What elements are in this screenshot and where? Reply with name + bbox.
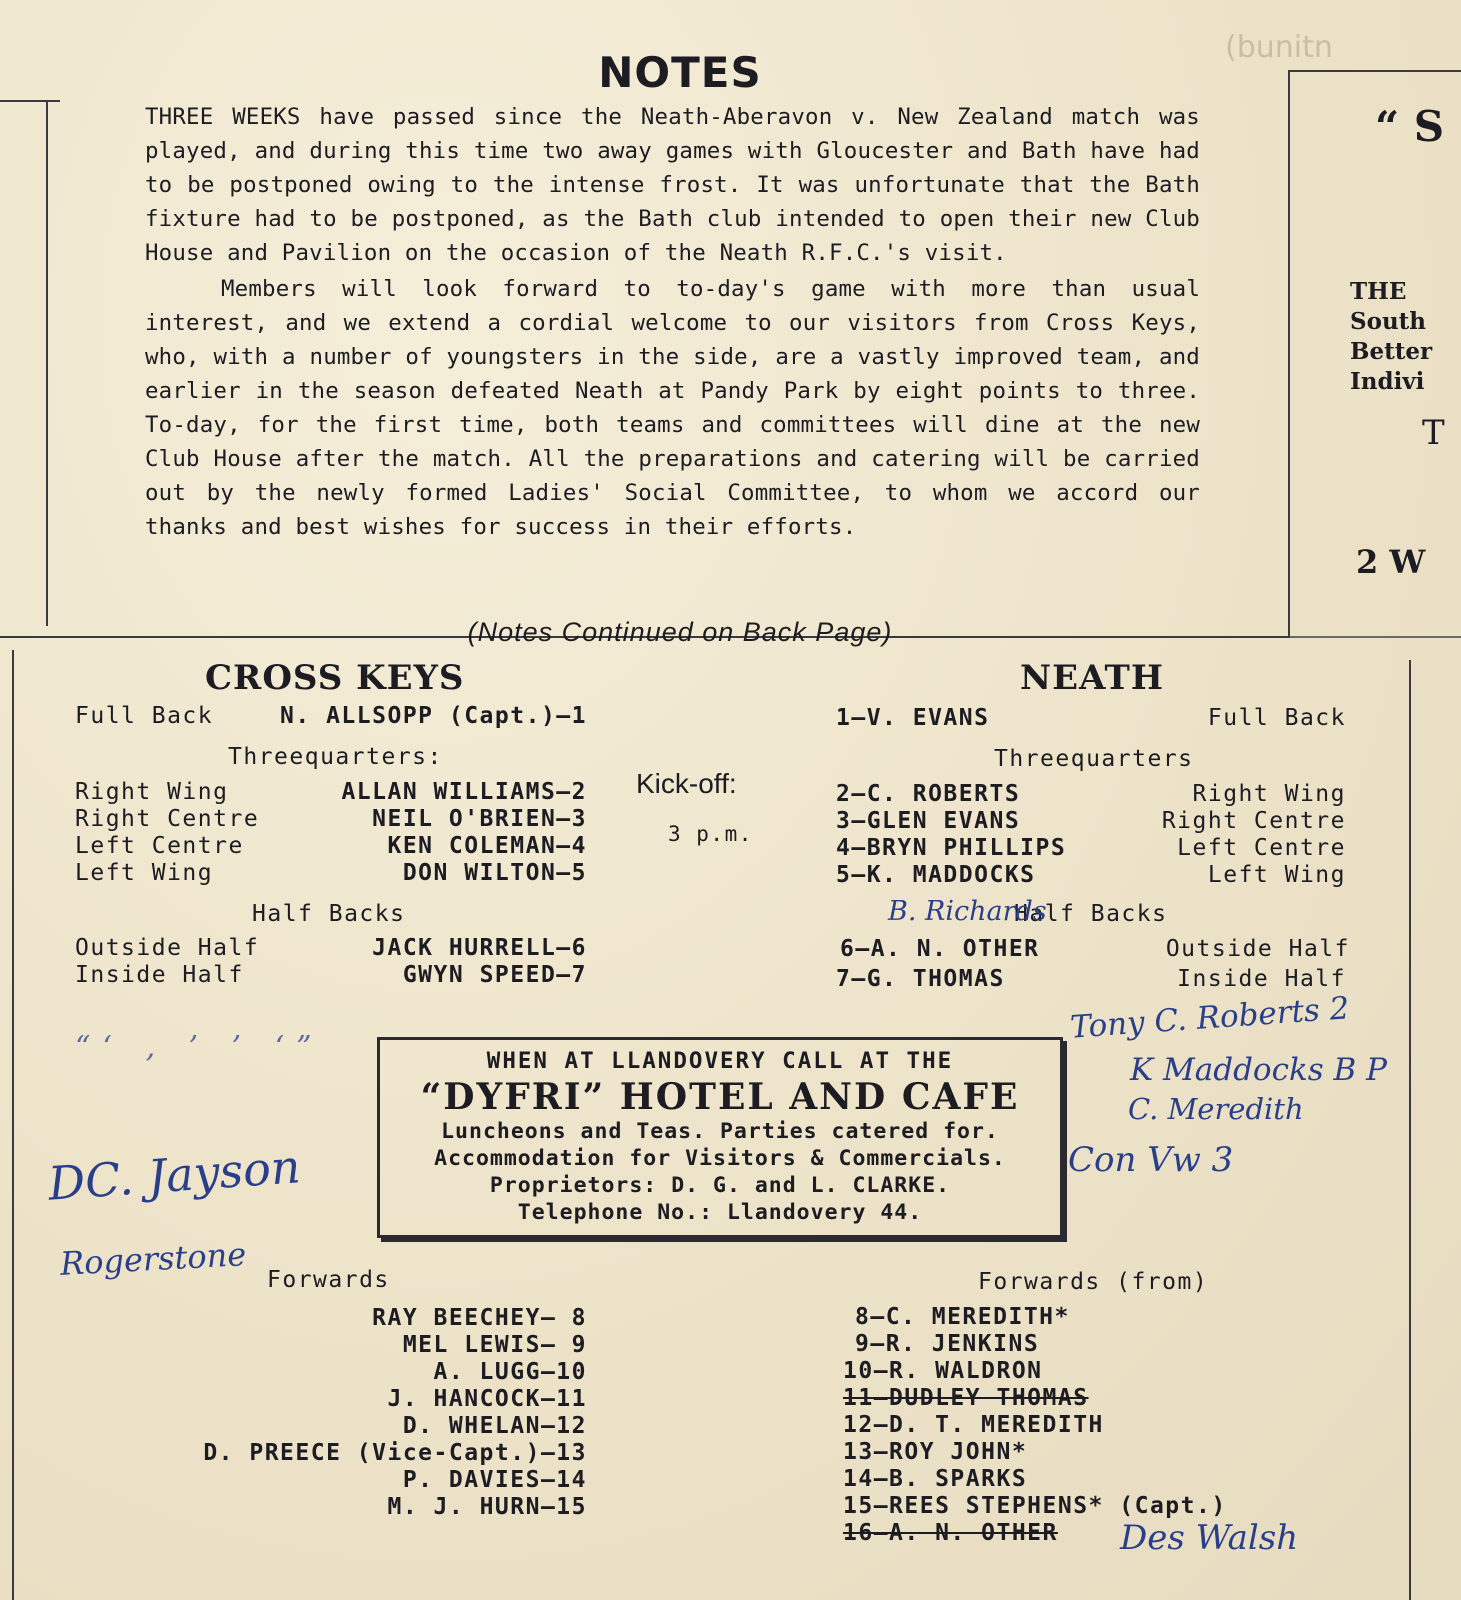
player-name: JACK HURRELL—6 [372,935,587,961]
neath-forward: 9—R. JENKINS [855,1331,1040,1357]
position-label: Right Wing [1192,781,1346,807]
notes-paragraph-1: THREE WEEKS have passed since the Neath-Aberavon v. New Zealand match was played, and during this time two away games with Gloucester and Bath have had to be postponed owing to the intense frost. It was unfortunate that the Bath fixture had to be postponed, as the Bath club intended to open their new Club House and Pavilion on the occasion of the Neath R.F.C.'s visit. [145,104,1200,266]
cross-keys-forward: A. LUGG—10 [433,1359,587,1385]
handwritten-dc-jayson: DC. Jayson [46,1139,303,1211]
player-name: 2—C. ROBERTS [836,781,1021,807]
cross-keys-forward: P. DAVIES—14 [402,1467,587,1493]
neath-forward-struck: 16—A. N. OTHER [843,1520,1058,1546]
neath-threequarters-label: Threequarters [994,746,1194,772]
neath-forward: 15—REES STEPHENS* (Capt.) [843,1493,1227,1519]
player-name: 3—GLEN EVANS [836,808,1021,834]
faint-continued-text: (bunitn [1225,30,1333,65]
cross-keys-player-row [75,779,587,805]
cross-keys-player-row [75,962,587,988]
handwritten-des-walsh: Des Walsh [1120,1518,1299,1558]
neath-forward: 10—R. WALDRON [843,1358,1043,1384]
left-rule-bottom [12,650,14,1600]
position-label: Right Centre [1161,808,1346,834]
notes-body [145,100,1200,544]
position-label: Left Wing [1207,862,1346,888]
player-name: 4—BRYN PHILLIPS [836,835,1067,861]
strip-quote: “ S [1375,102,1445,151]
cross-keys-forward: MEL LEWIS— 9 [402,1332,587,1358]
strip-line-3: Better [1350,338,1433,365]
position-label: Full Back [75,703,214,729]
advert-line-6: Telephone No.: Llandovery 44. [517,1200,923,1225]
neath-player-row [836,781,1346,807]
neath-forward-struck: 11—DUDLEY THOMAS [843,1385,1089,1411]
position-label: Right Centre [75,806,260,832]
advert-line-1: WHEN AT LLANDOVERY CALL AT THE [486,1048,954,1074]
advert-line-4: Accommodation for Visitors & Commercials. [434,1146,1006,1171]
player-name: 1—V. EVANS [836,705,990,731]
position-label: Left Centre [1177,835,1346,861]
advert-hotel-name: “DYFRI” HOTEL AND CAFE [420,1076,1020,1118]
cross-keys-full-back [75,703,587,729]
player-name: NEIL O'BRIEN—3 [372,806,587,832]
strip-bottom: 2 W [1356,543,1426,581]
dyfri-hotel-advert [377,1037,1063,1238]
position-label: Inside Half [1177,966,1346,992]
handwritten-note-2: K Maddocks B P [1130,1052,1387,1088]
neath-player-row [836,835,1346,861]
strip-t-fragment: T [1422,413,1445,453]
player-name: 7—G. THOMAS [836,966,1005,992]
neath-full-back [836,705,1346,731]
top-left-rule [0,100,60,102]
cross-keys-player-row [75,860,587,886]
cross-keys-forward: RAY BEECHEY— 8 [372,1305,587,1331]
handwritten-note-4: Con Vw 3 [1068,1140,1234,1180]
cross-keys-forward: D. PREECE (Vice-Capt.)—13 [203,1440,587,1466]
neath-player-row [836,862,1346,888]
notes-paragraph-2: Members will look forward to to-day's game with more than usual interest, and we extend a cordial welcome to our visitors from Cross Keys, who, with a number of youngsters in the side, are a vastly improved team, and earlier in the season defeated Neath at Pandy Park by eight points to three. To-day, for the first time, both teams and committees will dine at the new Club House after the match. All the preparations and catering will be carried out by the newly formed Ladies' Social Committee, to whom we accord our thanks and best wishes for success in their efforts. [145,276,1200,540]
neath-forward: 13—ROY JOHN* [843,1439,1028,1465]
kickoff-time: 3 p.m. [668,822,753,846]
strip-line-2: South [1350,308,1427,335]
position-label: Left Wing [75,860,214,886]
kickoff-label: Kick-off: [636,768,737,799]
neath-player-row [836,808,1346,834]
right-section-rule [1288,70,1290,636]
player-name: N. ALLSOPP (Capt.)—1 [280,703,587,729]
player-name: KEN COLEMAN—4 [387,833,587,859]
player-name: DON WILTON—5 [402,860,587,886]
handwritten-rogerstone: Rogerstone [59,1235,248,1283]
position-label: Inside Half [75,962,244,988]
handwritten-note-1: Tony C. Roberts 2 [1069,990,1351,1046]
player-name: ALLAN WILLIAMS—2 [341,779,587,805]
strip-line-1: THE [1350,278,1407,305]
neath-forward: 8—C. MEREDITH* [855,1304,1070,1330]
cross-keys-player-row [75,935,587,961]
player-name: GWYN SPEED—7 [402,962,587,988]
right-rule-bottom [1409,660,1411,1600]
neath-forwards-label: Forwards (from) [978,1269,1209,1295]
cross-keys-forward: J. HANCOCK—11 [387,1386,587,1412]
neath-player-row [836,966,1346,992]
cross-keys-threequarters-label: Threequarters: [228,744,443,770]
advert-line-5: Proprietors: D. G. and L. CLARKE. [489,1173,951,1198]
cross-keys-forward: D. WHELAN—12 [402,1413,587,1439]
advert-line-3: Luncheons and Teas. Parties catered for. [441,1119,999,1144]
player-name: 6—A. N. OTHER [840,936,1040,962]
handwritten-scribble: “‘ ‚ ’ ’ ‘” [75,1030,324,1065]
position-label: Right Wing [75,779,229,805]
cross-keys-forwards-label: Forwards [267,1267,390,1293]
left-rule-top [46,100,48,626]
cross-keys-half-backs-label: Half Backs [252,901,406,927]
cross-keys-player-row [75,806,587,832]
cross-keys-forward: M. J. HURN—15 [387,1494,587,1520]
neath-title: NEATH [1020,658,1164,698]
position-label: Outside Half [1165,936,1350,962]
notes-title: NOTES [598,48,762,97]
cross-keys-player-row [75,833,587,859]
neath-forward: 14—B. SPARKS [843,1466,1028,1492]
neath-forward: 12—D. T. MEREDITH [843,1412,1104,1438]
position-label: Outside Half [75,935,260,961]
handwritten-note-3: C. Meredith [1128,1092,1304,1126]
player-name: 5—K. MADDOCKS [836,862,1036,888]
cross-keys-title: CROSS KEYS [205,658,465,698]
neath-player-row [840,936,1350,962]
position-label: Full Back [1207,705,1346,731]
neath-half-backs-label: Half Backs [1014,901,1168,927]
strip-line-4: Indivi [1350,368,1425,395]
handwritten-b-richards: B. Richards [888,896,1047,927]
notes-continued: (Notes Continued on Back Page) [467,617,893,647]
position-label: Left Centre [75,833,244,859]
